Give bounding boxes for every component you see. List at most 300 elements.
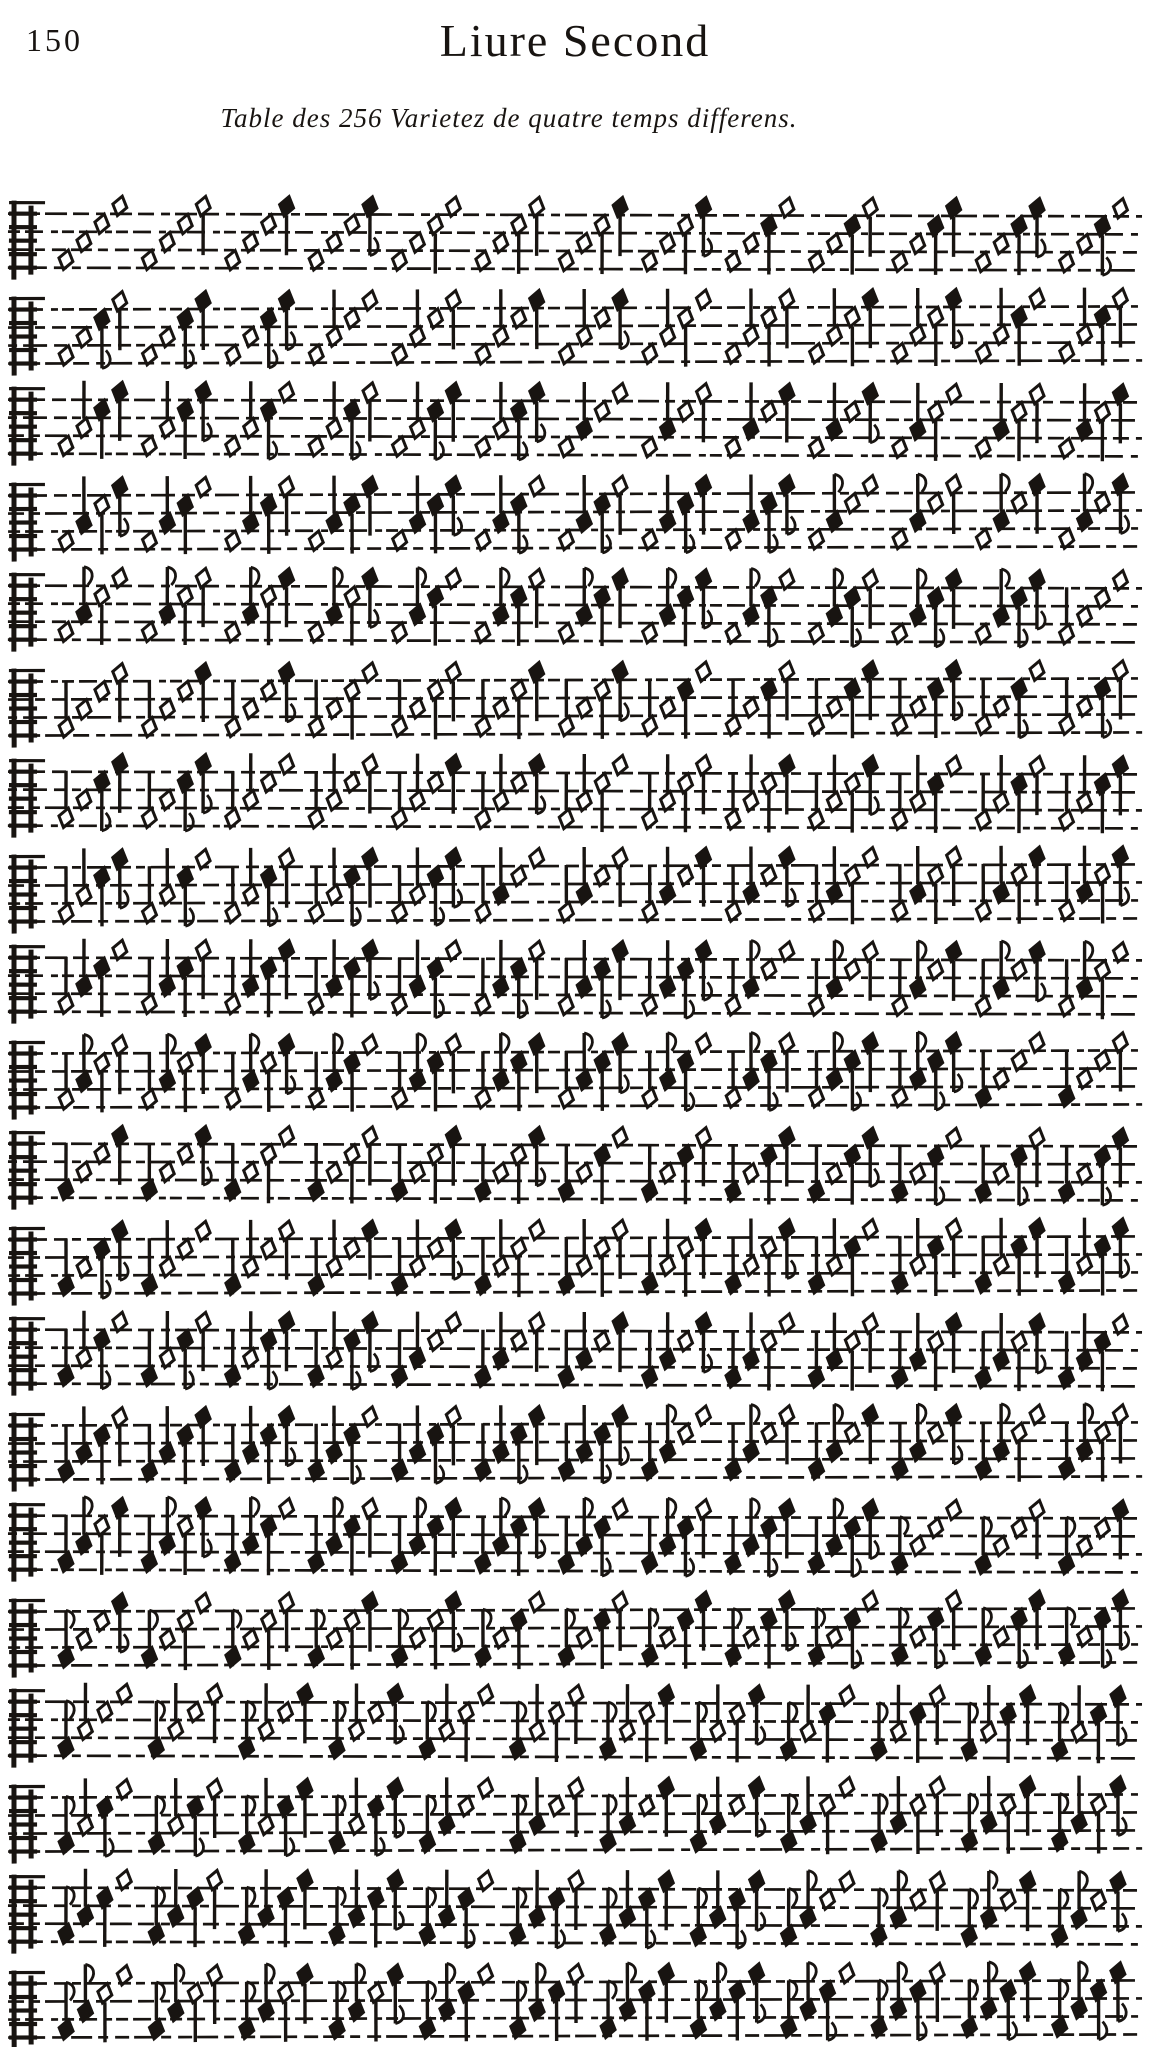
note-minim (473, 958, 492, 1016)
note-minim (110, 662, 129, 722)
note-minim (158, 848, 177, 906)
note-quaver (194, 753, 213, 813)
note-group (307, 1405, 380, 1484)
note-minim (509, 1143, 528, 1203)
note-minim (566, 1684, 585, 1744)
note-minim (360, 381, 379, 441)
note-quaver (307, 1610, 326, 1668)
note-minim (575, 754, 594, 812)
note-group (640, 1126, 713, 1205)
note-group (724, 660, 797, 739)
note-minim (343, 679, 362, 739)
page-title: Liure Second (439, 15, 711, 66)
note-crotchet (742, 1312, 761, 1370)
note-minim (724, 679, 743, 737)
note-crotchet (640, 1423, 659, 1481)
note-minim (92, 494, 111, 554)
note-group (557, 660, 630, 739)
note-group (890, 382, 963, 461)
note-semibreve (1089, 1889, 1108, 1912)
note-semibreve (259, 213, 278, 236)
note-minim (176, 1052, 195, 1112)
note-crotchet (176, 1424, 195, 1484)
note-semibreve (366, 1701, 385, 1724)
note-quaver (277, 289, 296, 349)
note-minim (509, 213, 528, 273)
note-group (890, 754, 963, 833)
note-crotchet (360, 847, 379, 907)
note-minim (593, 678, 612, 738)
note-group (1057, 1313, 1130, 1392)
note-quaver (908, 941, 927, 999)
note-group (890, 659, 963, 738)
note-semibreve (476, 1777, 495, 1800)
note-crotchet (491, 940, 510, 998)
note-group (807, 754, 880, 833)
note-crotchet (944, 196, 963, 256)
note-quaver (694, 568, 713, 628)
note-minim (347, 1778, 366, 1836)
note-quaver (194, 1125, 213, 1185)
note-quaver (979, 1871, 998, 1929)
note-minim (205, 1683, 224, 1743)
note-quaver (95, 1796, 114, 1856)
note-semibreve (325, 697, 344, 720)
note-minim (843, 864, 862, 924)
note-crotchet (241, 476, 260, 534)
note-crotchet (527, 661, 546, 721)
note-minim (194, 195, 213, 255)
note-quaver (509, 493, 528, 553)
note-quaver (694, 196, 713, 256)
note-crotchet (611, 940, 630, 1000)
note-minim (843, 772, 862, 832)
note-quaver (1050, 1794, 1069, 1852)
note-crotchet (676, 1144, 695, 1204)
note-group (1057, 383, 1130, 462)
note-quaver (890, 1517, 909, 1575)
note-quaver (611, 1404, 630, 1464)
note-crotchet (259, 1423, 278, 1483)
note-crotchet (676, 1608, 695, 1668)
note-crotchet (1018, 1775, 1037, 1835)
note-group (1057, 1127, 1130, 1206)
note-crotchet (908, 1313, 927, 1371)
note-minim (777, 1404, 796, 1464)
note-group (473, 1125, 546, 1204)
note-minim (360, 1497, 379, 1557)
note-crotchet (861, 660, 880, 720)
note-minim (928, 1962, 947, 2022)
note-crotchet (444, 753, 463, 813)
note-crotchet (491, 475, 510, 533)
note-quaver (528, 1963, 547, 2021)
note-quaver (1108, 1871, 1127, 1931)
note-quaver (742, 568, 761, 626)
note-crotchet (1057, 1050, 1076, 1108)
note-quaver (426, 1423, 445, 1483)
note-minim (347, 1683, 366, 1741)
note-group (1057, 941, 1130, 1020)
note-quaver (926, 1144, 945, 1204)
note-crotchet (1057, 1145, 1076, 1203)
note-crotchet (57, 1238, 76, 1296)
note-crotchet (944, 940, 963, 1000)
note-group (724, 754, 797, 833)
note-minim (158, 1311, 177, 1369)
note-crotchet (259, 957, 278, 1017)
note-crotchet (708, 1870, 727, 1928)
staff-line (8, 790, 1142, 793)
note-quaver (1010, 1607, 1029, 1667)
note-group (890, 1126, 963, 1205)
note-minim (186, 1982, 205, 2042)
note-crotchet (593, 586, 612, 646)
note-crotchet (657, 1870, 676, 1930)
staff-line (8, 976, 1142, 979)
note-group (1057, 1589, 1130, 1668)
note-crotchet (724, 1330, 743, 1388)
note-minim (566, 1963, 585, 2023)
note-minim (1111, 1031, 1130, 1091)
note-group (57, 1964, 134, 2043)
note-quaver (547, 1887, 566, 1947)
note-crotchet (676, 678, 695, 738)
note-crotchet (843, 1236, 862, 1296)
note-crotchet (676, 586, 695, 646)
note-group (140, 1310, 213, 1389)
note-minim (205, 1964, 224, 2024)
note-group (807, 1590, 880, 1669)
staff-line (8, 882, 1142, 885)
note-group (557, 940, 630, 1019)
note-group (557, 1590, 630, 1669)
note-semibreve (1093, 1517, 1112, 1540)
note-minim (74, 1311, 93, 1369)
note-crotchet (908, 1702, 927, 1762)
note-quaver (328, 1796, 347, 1854)
staff-row (0, 1386, 1150, 1479)
staff-line (8, 214, 1142, 217)
staff-line (8, 586, 1142, 589)
note-group (237, 1869, 314, 1948)
note-crotchet (724, 1144, 743, 1202)
note-quaver (444, 847, 463, 907)
note-quaver (158, 567, 177, 625)
note-quaver (658, 1405, 677, 1463)
staff-line (8, 678, 1142, 681)
note-quaver (390, 1609, 409, 1667)
note-quaver (241, 1497, 260, 1555)
note-group (390, 1497, 463, 1576)
staff-line (8, 696, 1142, 699)
note-crotchet (974, 1145, 993, 1203)
note-crotchet (56, 1515, 75, 1573)
note-quaver (825, 1499, 844, 1557)
note-quaver (237, 1887, 256, 1945)
note-minim (342, 1143, 361, 1203)
note-minim (140, 771, 159, 829)
staff-line (8, 1272, 1142, 1275)
note-minim (926, 864, 945, 924)
note-quaver (618, 1963, 637, 2021)
note-minim (277, 1219, 296, 1279)
note-group (390, 381, 463, 460)
note-minim (861, 196, 880, 256)
note-minim (944, 845, 963, 905)
staff-row (0, 735, 1150, 828)
note-crotchet (807, 1236, 826, 1294)
note-quaver (158, 1497, 177, 1555)
note-minim (176, 1515, 195, 1575)
note-minim (110, 290, 129, 350)
note-quaver (960, 1703, 979, 1761)
note-quaver (575, 1033, 594, 1091)
note-crotchet (241, 1406, 260, 1464)
note-crotchet (657, 1962, 676, 2022)
note-quaver (1093, 677, 1112, 737)
note-minim (259, 1051, 278, 1111)
note-crotchet (640, 1237, 659, 1295)
note-minim (76, 1778, 95, 1836)
note-minim (992, 1218, 1011, 1276)
note-quaver (74, 1034, 93, 1092)
note-semibreve (408, 231, 427, 254)
note-quaver (944, 287, 963, 347)
note-quaver (366, 1795, 385, 1855)
note-quaver (508, 1888, 527, 1946)
note-crotchet (658, 1312, 677, 1370)
note-group (57, 662, 130, 739)
note-group (307, 939, 380, 1018)
note-quaver (457, 1887, 476, 1947)
note-crotchet (110, 1124, 129, 1184)
note-crotchet (944, 568, 963, 628)
note-quaver (92, 1328, 111, 1388)
note-group (57, 1406, 130, 1485)
note-minim (861, 568, 880, 628)
note-crotchet (277, 939, 296, 999)
note-minim (223, 1052, 242, 1110)
note-crotchet (890, 1331, 909, 1389)
note-minim (694, 754, 713, 814)
note-quaver (759, 1516, 778, 1576)
note-quaver (491, 568, 510, 626)
notation-table (0, 177, 1150, 2037)
note-minim (194, 1311, 213, 1371)
note-minim (223, 866, 242, 924)
note-quaver (527, 753, 546, 813)
note-group (140, 476, 213, 555)
note-group (140, 662, 213, 739)
note-minim (259, 585, 278, 645)
note-quaver (742, 1498, 761, 1556)
staff-row (0, 456, 1150, 549)
note-group (56, 752, 129, 831)
note-group (724, 1126, 797, 1205)
note-group (390, 1591, 463, 1670)
note-crotchet (343, 1051, 362, 1111)
note-crotchet (473, 1423, 492, 1481)
note-quaver (1057, 1517, 1076, 1575)
note-group (473, 475, 546, 554)
note-group (473, 661, 546, 740)
note-crotchet (1093, 305, 1112, 365)
note-group (508, 1683, 585, 1762)
note-group (724, 288, 797, 367)
note-crotchet (1057, 1331, 1076, 1389)
note-quaver (777, 1218, 796, 1278)
note-minim (56, 957, 75, 1015)
note-quaver (974, 1517, 993, 1575)
note-group (807, 1498, 880, 1577)
note-quaver (327, 1701, 346, 1759)
note-minim (1111, 659, 1130, 719)
note-quaver (509, 1423, 528, 1483)
note-minim (360, 753, 379, 813)
note-crotchet (861, 288, 880, 348)
note-group (890, 1589, 963, 1668)
note-group (307, 1033, 380, 1112)
note-crotchet (1075, 1313, 1094, 1371)
note-crotchet (390, 1423, 409, 1481)
staff-row (0, 921, 1150, 1014)
note-quaver (779, 1888, 798, 1946)
note-minim (926, 306, 945, 366)
note-crotchet (528, 1870, 547, 1928)
note-group (1050, 1961, 1127, 2040)
note-quaver (598, 1702, 617, 1760)
note-quaver (241, 1034, 260, 1092)
note-quaver (360, 195, 379, 255)
note-crotchet (890, 1236, 909, 1294)
note-quaver (508, 1702, 527, 1760)
note-group (307, 1125, 380, 1204)
note-quaver (694, 940, 713, 1000)
note-quaver (1111, 473, 1130, 533)
note-crotchet (343, 493, 362, 553)
note-group (473, 1033, 546, 1112)
note-crotchet (724, 1516, 743, 1574)
note-quaver (689, 1981, 708, 2039)
note-minim (611, 1590, 630, 1650)
note-group (724, 568, 797, 647)
note-crotchet (295, 1963, 314, 2023)
note-group (140, 566, 213, 645)
note-minim (890, 959, 909, 1017)
note-crotchet (611, 568, 630, 628)
staff-row (0, 1944, 1150, 2037)
note-quaver (658, 568, 677, 626)
note-quaver (276, 1795, 295, 1855)
note-group (307, 1311, 380, 1390)
note-minim (241, 848, 260, 906)
note-quaver (386, 1777, 405, 1837)
note-minim (807, 864, 826, 922)
note-quaver (637, 1888, 656, 1948)
note-minim (1075, 755, 1094, 813)
note-quaver (818, 1980, 837, 2040)
note-semibreve (194, 1220, 213, 1243)
note-crotchet (640, 1144, 659, 1202)
note-minim (95, 1982, 114, 2042)
note-crotchet (1057, 1422, 1076, 1480)
note-quaver (110, 848, 129, 908)
note-quaver (759, 492, 778, 552)
staff-line (8, 1144, 1142, 1147)
note-group (974, 197, 1047, 276)
note-group (890, 845, 963, 924)
note-minim (158, 1220, 177, 1278)
note-quaver (241, 567, 260, 625)
note-group (307, 475, 380, 554)
note-quaver (328, 1982, 347, 2040)
note-crotchet (557, 1144, 576, 1202)
note-crotchet (92, 1424, 111, 1484)
staff-row (0, 1293, 1150, 1386)
note-quaver (944, 1031, 963, 1091)
note-crotchet (140, 1515, 159, 1573)
note-crotchet (176, 494, 195, 554)
note-minim (390, 772, 409, 830)
note-minim (408, 1219, 427, 1277)
note-minim (276, 1981, 295, 2041)
staff-clef-icon (9, 1970, 45, 2047)
staff-line (8, 714, 1142, 717)
note-minim (491, 382, 510, 440)
note-minim (908, 1794, 927, 1854)
note-crotchet (342, 1515, 361, 1575)
note-group (599, 1962, 676, 2041)
note-crotchet (843, 214, 862, 274)
note-group (418, 1683, 495, 1762)
note-quaver (147, 1887, 166, 1945)
note-group (870, 1776, 947, 1855)
note-crotchet (307, 1238, 326, 1296)
note-semibreve (1075, 695, 1094, 718)
note-crotchet (825, 1313, 844, 1371)
staff-line (8, 1162, 1142, 1165)
note-group (223, 1497, 296, 1576)
note-quaver (747, 1684, 766, 1744)
note-crotchet (473, 1516, 492, 1574)
note-crotchet (728, 1980, 747, 2040)
note-crotchet (295, 1777, 314, 1837)
note-group (56, 1310, 129, 1389)
staff-line (8, 528, 1142, 531)
note-quaver (259, 865, 278, 925)
note-group (390, 1125, 463, 1204)
note-minim (908, 288, 927, 346)
staff-line (8, 2034, 1142, 2037)
note-semibreve (194, 1592, 213, 1615)
note-minim (444, 1033, 463, 1093)
note-minim (1070, 1685, 1089, 1743)
note-minim (926, 400, 945, 460)
note-group (390, 475, 463, 554)
note-group (1057, 197, 1130, 276)
note-minim (57, 1052, 76, 1110)
note-minim (76, 1683, 95, 1741)
note-crotchet (426, 1515, 445, 1575)
note-quaver (92, 770, 111, 830)
note-group (779, 1776, 856, 1855)
note-group (724, 1498, 797, 1577)
staff-line (8, 1236, 1142, 1239)
note-minim (694, 1126, 713, 1186)
note-minim (1093, 863, 1112, 923)
note-group (147, 1778, 224, 1857)
